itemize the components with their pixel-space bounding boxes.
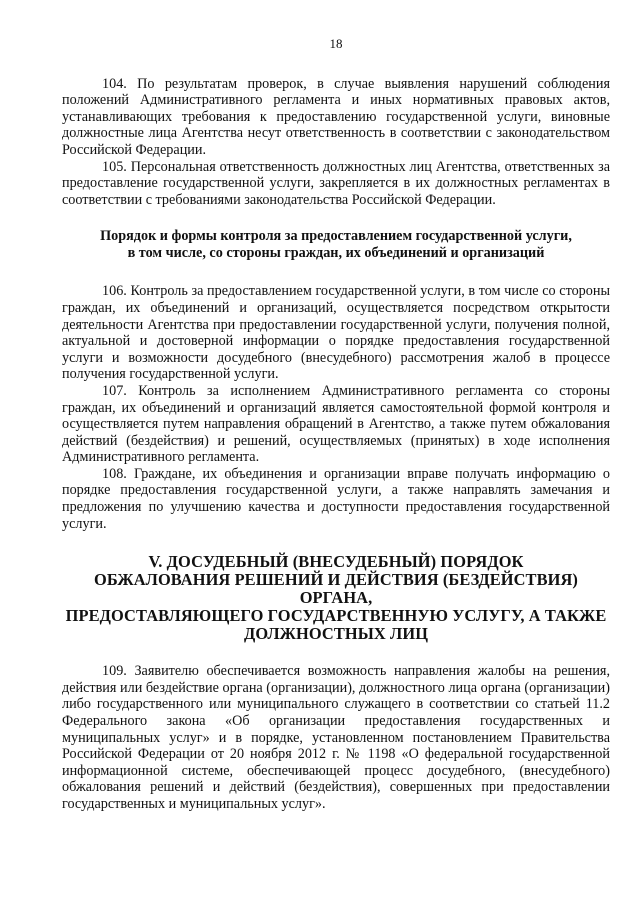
subsection-heading-line: в том числе, со стороны граждан, их объединений и организаций [127, 245, 545, 262]
paragraph-108: 108. Граждане, их объединения и организации вправе получать информацию о порядке предоставления государственной услуги, а также направлять замечания и предложения по улучшению качества и доступности предоставления государственной услуги. [62, 465, 610, 532]
page-number: 18 [329, 36, 343, 51]
section-heading-line: ОБЖАЛОВАНИЯ РЕШЕНИЙ И ДЕЙСТВИЯ (БЕЗДЕЙСТВИЯ) ОРГАНА, [94, 570, 578, 608]
section-heading-line: V. ДОСУДЕБНЫЙ (ВНЕСУДЕБНЫЙ) ПОРЯДОК [148, 552, 524, 572]
subsection-heading-line: Порядок и формы контроля за предоставлением государственной услуги, [100, 228, 572, 245]
section-heading-line: ДОЛЖНОСТНЫХ ЛИЦ [243, 624, 429, 644]
paragraph-105: 105. Персональная ответственность должностных лиц Агентства, ответственных за предоставление государственной услуги, закрепляется в их должностных регламентах в соответствии с требованиями законодательства Российской Федерации. [62, 158, 610, 208]
paragraph-104: 104. По результатам проверок, в случае выявления нарушений соблюдения положений Административного регламента и иных нормативных правовых актов, устанавливающих требования к предоставлению государственной услуги, виновные должностные лица Агентства несут ответственность в соответствии с законодательством Российской Федерации. [62, 75, 610, 158]
paragraph-106: 106. Контроль за предоставлением государственной услуги, в том числе со стороны граждан, их объединений и организаций, осуществляется посредством открытости деятельности Агентства при предоставлении государственной услуги, получения полной, актуальной и достоверной информации о порядке предоставления государственной услуги и возможности досудебного (внесудебного) рассмотрения жалоб в процессе получения государственной услуги. [62, 283, 610, 383]
section-heading [62, 553, 610, 643]
section-heading-line: ПРЕДОСТАВЛЯЮЩЕГО ГОСУДАРСТВЕННУЮ УСЛУГУ, А ТАКЖЕ [65, 606, 607, 626]
subsection-heading [62, 228, 610, 262]
paragraph-107: 107. Контроль за исполнением Административного регламента со стороны граждан, их объединений и организаций является самостоятельной формой контроля и осуществляется путем направления обращений в Агентство, а также путем обжалования действий (бездействия) и решений, осуществляемых (принятых) в ходе исполнения Административного регламента. [62, 382, 610, 466]
paragraph-109: 109. Заявителю обеспечивается возможность направления жалобы на решения, действия или бездействие органа (организации), должностного лица органа (организации) либо государственного или муниципального служащего в соответствии со статьей 11.2 Федерального закона «Об организации предоставления государственных и муниципальных услуг» и в порядке, установленном постановлением Правительства Российской Федерации от 20 ноября 2012 г. № 1198 «О федеральной государственной информационной системе, обеспечивающей процесс досудебного, (внесудебного) обжалования решений и действий (бездействия), совершенных при предоставлении государственных и муниципальных услуг». [62, 663, 610, 812]
